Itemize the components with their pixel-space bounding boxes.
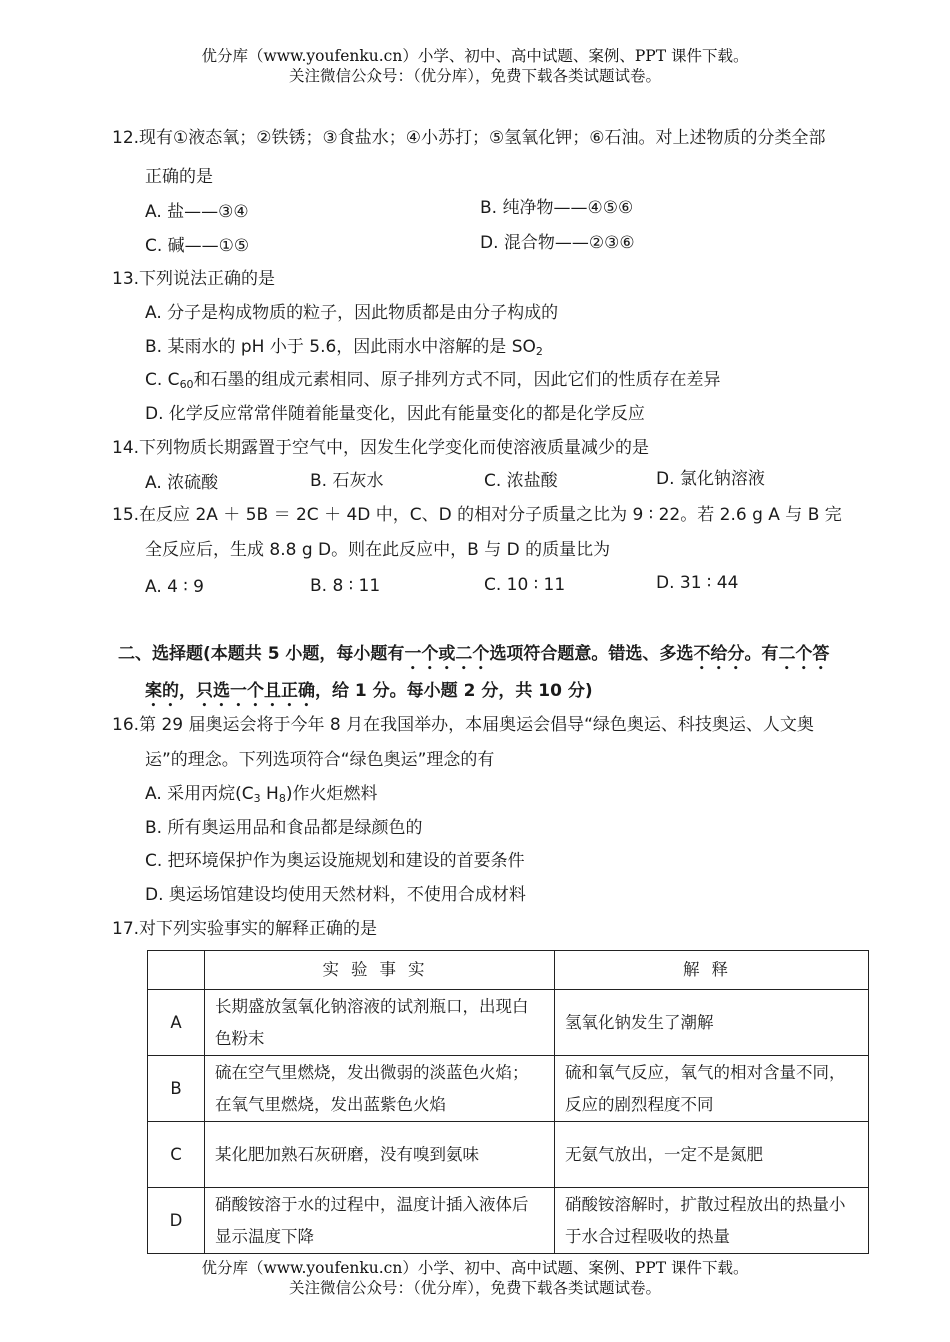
q13-option-d: D. 化学反应常常伴随着能量变化，因此有能量变化的都是化学反应 [145, 404, 645, 424]
section2-text-1: 二、选择题(本题共 5 小题，每小题有 [118, 644, 405, 664]
section2-emphasis-4: 案的 [145, 681, 179, 701]
q15-option-d: D. 31 ∶ 44 [656, 573, 739, 593]
q12-option-a: A. 盐——③④ [145, 202, 249, 222]
q16-option-a-text-3: )作火炬燃料 [285, 784, 378, 804]
header-line-2: 关注微信公众号：（优分库），免费下载各类试题试卷。 [288, 67, 661, 85]
table-row [148, 1122, 869, 1188]
section2-emphasis-2: 不给分 [693, 644, 745, 664]
q13-option-c-subscript: 60 [179, 378, 194, 391]
section2-heading-line1 [118, 643, 829, 674]
q12-stem-line2: 正确的是 [145, 167, 213, 187]
header-line-1: 优分库（www.youfenku.cn）小学、初中、高中试题、案例、PPT 课件下载。 [201, 47, 749, 65]
header-banner [0, 46, 950, 86]
row-label: D [148, 1188, 205, 1254]
q16-option-d: D. 奥运场馆建设均使用天然材料，不使用合成材料 [145, 885, 526, 905]
q13-option-a: A. 分子是构成物质的粒子，因此物质都是由分子构成的 [145, 303, 559, 323]
table-row [148, 1188, 869, 1254]
q12-option-d: D. 混合物——②③⑥ [480, 233, 635, 253]
q16-option-a-text-2: H [260, 784, 279, 804]
q16-option-a-subscript-1: 3 [253, 792, 261, 805]
q13-stem: 13.下列说法正确的是 [112, 269, 276, 289]
table-row [148, 990, 869, 1056]
q16-option-b: B. 所有奥运用品和食品都是绿颜色的 [145, 818, 423, 838]
q16-stem-line2: 运”的理念。下列选项符合“绿色奥运”理念的有 [145, 750, 495, 770]
q16-option-a-subscript-2: 8 [278, 792, 286, 805]
q13-option-c-text-1: C. C [145, 370, 180, 390]
section2-text-4: ，给 1 分。每小题 2 分，共 10 分) [315, 681, 593, 701]
section2-emphasis-5: ，只选一个且正确 [179, 681, 315, 701]
q14-option-d: D. 氯化钠溶液 [656, 469, 765, 489]
q13-option-c-text-2: 和石墨的组成元素相同、原子排列方式不同，因此它们的性质存在差异 [193, 370, 721, 390]
row-label: A [148, 990, 205, 1056]
q14-stem: 14.下列物质长期露置于空气中，因发生化学变化而使溶液质量减少的是 [112, 438, 650, 458]
q14-option-b: B. 石灰水 [310, 471, 384, 491]
q14-option-a: A. 浓硫酸 [145, 473, 219, 493]
table-header-blank [148, 951, 205, 990]
q15-option-b: B. 8 ∶ 11 [310, 576, 381, 596]
row-explain: 无氨气放出，一定不是氮肥 [555, 1122, 869, 1188]
q17-table [147, 950, 869, 1254]
section2-heading-line2 [145, 680, 593, 711]
q13-option-c [145, 369, 721, 391]
footer-line-2: 关注微信公众号：（优分库），免费下载各类试题试卷。 [288, 1279, 661, 1297]
row-label: C [148, 1122, 205, 1188]
q13-option-b-text: B. 某雨水的 pH 小于 5.6，因此雨水中溶解的是 SO [145, 337, 536, 357]
row-fact: 长期盛放氢氧化钠溶液的试剂瓶口，出现白色粉末 [205, 990, 555, 1056]
q12-option-c: C. 碱——①⑤ [145, 236, 250, 256]
table-header-explain: 解释 [555, 951, 869, 990]
table-header-fact: 实验事实 [205, 951, 555, 990]
section2-emphasis-3: 二个答 [778, 644, 830, 664]
q17-stem: 17.对下列实验事实的解释正确的是 [112, 919, 378, 939]
table-header-row [148, 951, 869, 990]
row-fact: 硝酸铵溶于水的过程中，温度计插入液体后显示温度下降 [205, 1188, 555, 1254]
q15-option-c: C. 10 ∶ 11 [484, 575, 566, 595]
footer-banner [0, 1258, 950, 1298]
section2-emphasis-1: 一个或二个 [404, 644, 490, 664]
q14-option-c: C. 浓盐酸 [484, 471, 558, 491]
q16-option-a [145, 783, 377, 805]
row-fact: 某化肥加熟石灰研磨，没有嗅到氨味 [205, 1122, 555, 1188]
q12-option-b: B. 纯净物——④⑤⑥ [480, 198, 634, 218]
section2-text-3: 。有 [744, 644, 779, 664]
row-explain: 硝酸铵溶解时，扩散过程放出的热量小于水合过程吸收的热量 [555, 1188, 869, 1254]
row-explain: 氢氧化钠发生了潮解 [555, 990, 869, 1056]
q16-stem-line1: 16.第 29 届奥运会将于今年 8 月在我国举办，本届奥运会倡导“绿色奥运、科技奥运、人文奥 [112, 715, 814, 735]
q15-option-a: A. 4 ∶ 9 [145, 577, 205, 597]
q12-stem-line1: 12.现有①液态氧；②铁锈；③食盐水；④小苏打；⑤氢氧化钾；⑥石油。对上述物质的分类全部 [112, 128, 826, 148]
row-label: B [148, 1056, 205, 1122]
row-fact: 硫在空气里燃烧，发出微弱的淡蓝色火焰；在氧气里燃烧，发出蓝紫色火焰 [205, 1056, 555, 1122]
q13-option-b [145, 336, 543, 358]
q13-option-b-subscript: 2 [535, 345, 543, 358]
footer-line-1: 优分库（www.youfenku.cn）小学、初中、高中试题、案例、PPT 课件下载。 [201, 1259, 749, 1277]
q16-option-c: C. 把环境保护作为奥运设施规划和建设的首要条件 [145, 851, 525, 871]
q15-stem-line2: 全反应后，生成 8.8 g D。则在此反应中，B 与 D 的质量比为 [145, 540, 611, 560]
row-explain: 硫和氧气反应，氧气的相对含量不同，反应的剧烈程度不同 [555, 1056, 869, 1122]
q15-stem-line1: 15.在反应 2A ＋ 5B ＝ 2C ＋ 4D 中，C、D 的相对分子质量之比为 9 ∶ 22。若 2.6 g A 与 B 完 [112, 505, 842, 525]
q16-option-a-text-1: A. 采用丙烷(C [145, 784, 254, 804]
table-row [148, 1056, 869, 1122]
section2-text-2: 选项符合题意。错选、多选 [489, 644, 694, 664]
